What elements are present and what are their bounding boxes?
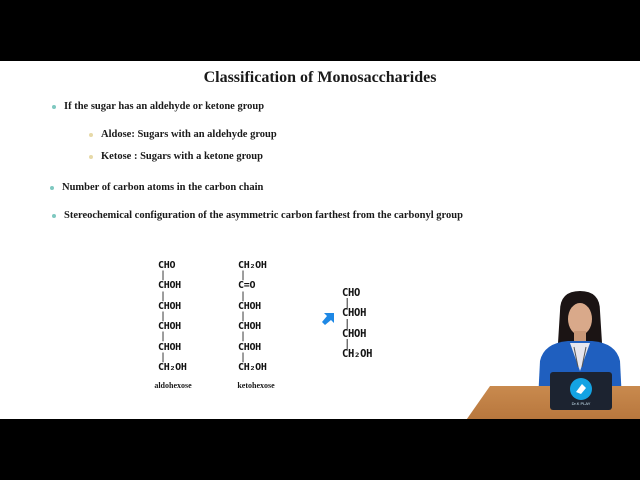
structure-group: CHOH: [238, 341, 261, 353]
aldohexose-caption: aldohexose: [154, 381, 192, 390]
structure-group: CHO: [342, 287, 361, 299]
bond-line: |: [160, 270, 166, 282]
bullet-dot-icon: [52, 105, 56, 109]
bullet-dot-icon: [50, 186, 54, 190]
laptop: [550, 372, 612, 410]
structure-group: CH₂OH: [158, 361, 187, 373]
bond-line: |: [344, 337, 351, 350]
pointer-arrow-icon: [321, 312, 335, 326]
bond-line: |: [160, 351, 166, 363]
aldohexose-structure: [158, 261, 187, 373]
bond-line: |: [160, 331, 166, 343]
bullet-aldehyde-ketone: If the sugar has an aldehyde or ketone group: [52, 101, 264, 112]
ketohexose-caption: ketohexose: [237, 381, 275, 390]
bond-line: |: [344, 317, 351, 330]
slide-title: Classification of Monosaccharides: [203, 69, 437, 86]
lecture-slide: [0, 61, 640, 419]
bond-line: |: [344, 297, 351, 310]
structure-group: CH₂OH: [238, 361, 267, 373]
structure-group: CH₂OH: [342, 348, 373, 361]
sub-bullet-aldose: Aldose: Sugars with an aldehyde group: [89, 129, 277, 140]
structure-group: CHO: [158, 260, 176, 271]
bullet-dot-icon: [52, 214, 56, 218]
dr-k-play-logo-icon: [570, 378, 592, 400]
bond-line: |: [240, 331, 246, 343]
glyceraldehyde-structure: [342, 288, 372, 359]
structure-group: CHOH: [158, 341, 181, 353]
structure-group: C=O: [238, 280, 256, 292]
bond-line: |: [240, 351, 246, 363]
structure-group: CHOH: [342, 307, 367, 320]
bond-line: |: [160, 310, 166, 322]
structure-group: CHOH: [158, 280, 181, 292]
bond-line: |: [240, 270, 246, 282]
structure-group: CHOH: [238, 300, 261, 312]
structure-group: CHOH: [158, 300, 181, 312]
structure-group: CHOH: [158, 321, 181, 333]
ketohexose-structure: [238, 261, 267, 373]
bullet-carbon-count: Number of carbon atoms in the carbon chain: [50, 182, 263, 193]
bond-line: |: [160, 290, 166, 302]
sub-bullet-dot-icon: [89, 155, 93, 159]
bullet-stereochemical: Stereochemical configuration of the asymmetric carbon farthest from the carbonyl group: [52, 210, 463, 221]
logo-mark-icon: [570, 378, 592, 400]
sub-bullet-dot-icon: [89, 133, 93, 137]
structure-group: CH₂OH: [238, 260, 267, 271]
structure-group: CHOH: [238, 321, 261, 333]
sub-bullet-ketose: Ketose : Sugars with a ketone group: [89, 151, 263, 162]
laptop-logo-text: Dr.K PLAY: [571, 401, 591, 406]
bond-line: |: [240, 290, 246, 302]
structure-group: CHOH: [342, 327, 367, 340]
bond-line: |: [240, 310, 246, 322]
